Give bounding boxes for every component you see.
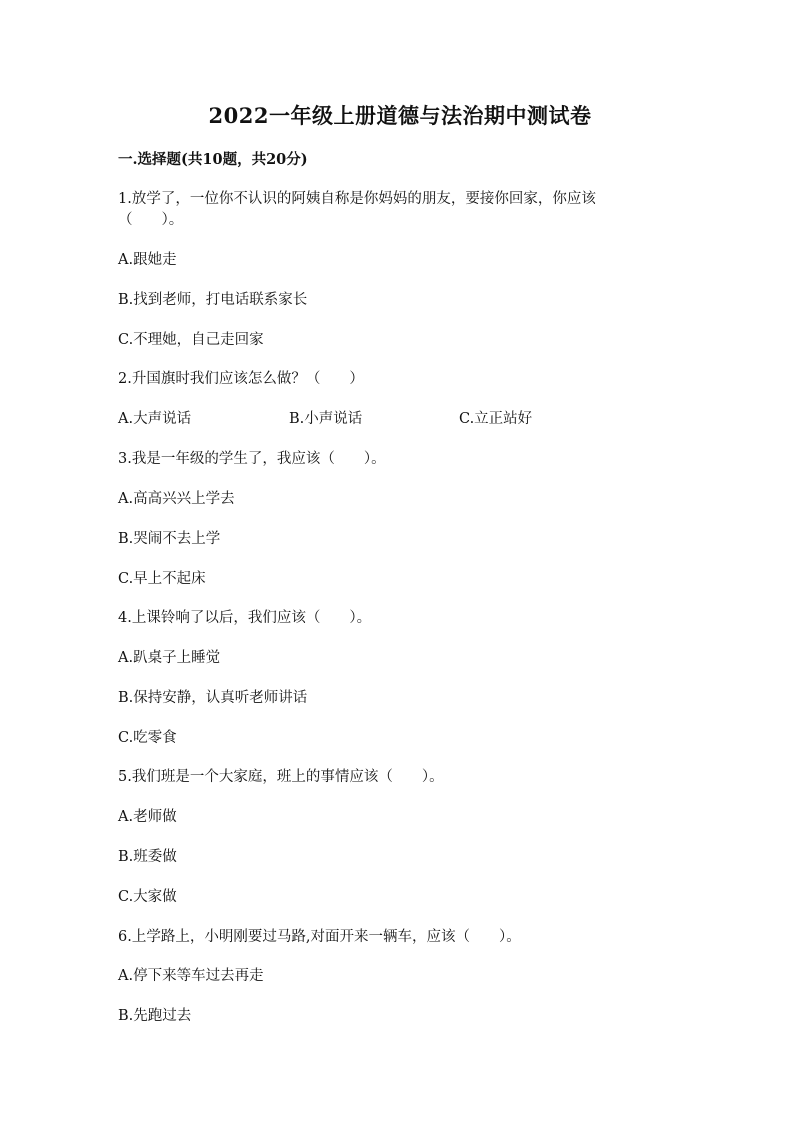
page-title: 2022一年级上册道德与法治期中测试卷 — [208, 103, 592, 128]
question-2-option-b: B.小声说话 — [289, 411, 363, 427]
question-4-option-c: C.吃零食 — [118, 730, 177, 746]
question-5-option-c: C.大家做 — [118, 889, 177, 905]
question-3-stem: 3.我是一年级的学生了，我应该（ ）。 — [118, 451, 386, 467]
question-5-stem: 5.我们班是一个大家庭，班上的事情应该（ ）。 — [118, 769, 444, 785]
question-6-stem: 6.上学路上，小明刚要过马路,对面开来一辆车，应该（ ）。 — [118, 929, 521, 945]
question-2-stem: 2.升国旗时我们应该怎么做？（ ） — [118, 371, 364, 387]
question-6-option-a: A.停下来等车过去再走 — [118, 968, 264, 984]
question-4-option-b: B.保持安静，认真听老师讲话 — [118, 690, 308, 706]
question-4-stem: 4.上课铃响了以后，我们应该（ ）。 — [118, 610, 372, 626]
question-1-stem-line-2: （ ）。 — [118, 212, 184, 228]
question-1-option-c: C.不理她，自己走回家 — [118, 332, 264, 348]
section-heading: 一.选择题(共10题，共20分) — [118, 151, 308, 168]
question-4-option-a: A.趴桌子上睡觉 — [118, 650, 221, 666]
question-6-option-b: B.先跑过去 — [118, 1008, 192, 1024]
question-3-option-c: C.早上不起床 — [118, 571, 206, 587]
question-5-option-b: B.班委做 — [118, 849, 177, 865]
question-1-option-b: B.找到老师，打电话联系家长 — [118, 292, 308, 308]
question-3-option-a: A.高高兴兴上学去 — [118, 491, 235, 507]
question-2-option-c: C.立正站好 — [459, 411, 533, 427]
question-2-option-a: A.大声说话 — [118, 411, 192, 427]
question-5-option-a: A.老师做 — [118, 809, 177, 825]
question-1-stem-line-1: 1.放学了，一位你不认识的阿姨自称是你妈妈的朋友，要接你回家，你应该 — [118, 191, 596, 207]
question-1-option-a: A.跟她走 — [118, 252, 177, 268]
question-3-option-b: B.哭闹不去上学 — [118, 531, 221, 547]
